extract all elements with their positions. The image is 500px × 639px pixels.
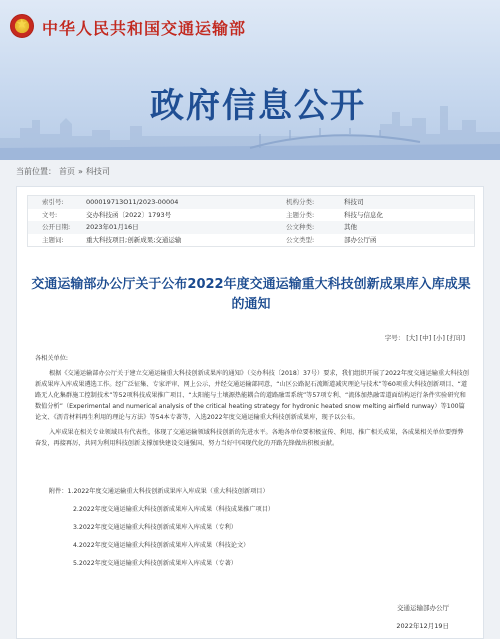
metadata-value: 2023年01月16日: [86, 223, 139, 231]
metadata-label: 文号:: [42, 210, 58, 219]
metadata-label: 主题分类:: [286, 210, 315, 219]
metadata-row: [28, 209, 474, 222]
metadata-value: 其他: [344, 223, 357, 231]
metadata-row: [28, 221, 474, 234]
greeting: 各相关单位:: [35, 355, 69, 362]
breadcrumb-home-link[interactable]: 首页: [59, 167, 75, 176]
sign-date: 2022年12月19日: [396, 622, 449, 630]
attachment-link[interactable]: 4.2022年度交通运输重大科技创新成果库入库成果（科技论文）: [73, 542, 250, 549]
print-button[interactable]: [打印]: [446, 334, 465, 342]
metadata-value: 重大科技项目;创新成果;交通运输: [86, 235, 182, 244]
metadata-label: 机构分类:: [286, 198, 315, 206]
metadata-value: 交办科技函〔2022〕1793号: [86, 210, 172, 219]
signature-block: [396, 602, 449, 638]
breadcrumb: [16, 166, 113, 177]
metadata-value: 科技与信息化: [344, 210, 383, 219]
metadata-label: 公文类型:: [286, 235, 315, 244]
metadata-label: 公文种类:: [286, 223, 315, 231]
metadata-table: [27, 195, 475, 247]
signer: 交通运输部办公厅: [397, 604, 449, 612]
font-size-controls: [383, 333, 465, 342]
site-name[interactable]: 中华人民共和国交通运输部: [42, 19, 247, 38]
attachment-link[interactable]: 3.2022年度交通运输重大科技创新成果库入库成果（专利）: [73, 524, 237, 531]
document-body: [35, 353, 469, 453]
attachment-link[interactable]: 附件：1.2022年度交通运输重大科技创新成果库入库成果（重大科技创新项目）: [49, 488, 269, 495]
metadata-label: 主题词:: [42, 235, 64, 244]
metadata-label: 索引号:: [42, 198, 64, 206]
site-header: [0, 0, 500, 160]
attachment-link[interactable]: 5.2022年度交通运输重大科技创新成果库入库成果（专著）: [73, 560, 237, 567]
attachment-list: [49, 483, 469, 573]
metadata-row: [28, 196, 474, 209]
metadata-value: 000019713O11/2023-00004: [86, 198, 179, 206]
attachment-link[interactable]: 2.2022年度交通运输重大科技创新成果库入库成果（科技成果推广项目）: [73, 506, 275, 513]
national-emblem-icon: [10, 14, 34, 38]
metadata-value: 部办公厅函: [344, 235, 377, 244]
font-large-button[interactable]: [大]: [406, 334, 418, 342]
metadata-label: 公开日期:: [42, 223, 71, 231]
metadata-value: 科技司: [344, 198, 364, 206]
breadcrumb-prefix: 当前位置：: [16, 167, 56, 176]
document-title: 交通运输部办公厅关于公布2022年度交通运输重大科技创新成果库入库成果的通知: [31, 277, 471, 312]
metadata-row: [28, 234, 474, 247]
breadcrumb-section-link[interactable]: 科技司: [85, 167, 110, 176]
font-medium-button[interactable]: [中]: [419, 334, 432, 342]
font-size-label: 字号：: [384, 334, 405, 342]
body-paragraph: 入库成果在相关专业领域具有代表性，体现了交通运输领域科技创新的先进水平。各地各单位要积极宣传、利用、推广相关成果，各成果相关单位要弹弊奋发，再接再厉，共同为利用科技创新支撑加快建设交通强国、努力当好中国现代化的开路先锋做出积极贡献。: [35, 429, 464, 447]
banner-title: 政府信息公开: [150, 86, 366, 126]
document-card: [16, 186, 484, 639]
breadcrumb-separator: »: [78, 167, 83, 176]
body-paragraph: 根据《交通运输部办公厅关于建立交通运输重大科技创新成果库的通知》（交办科技〔2018〕37号）要求，我们组织开展了2022年度交通运输重大科技创新成果库入库成果遴选工作。经广泛征集、专家评审、网上公示，并经交通运输部同意，“山区公路泥石流断道减灾理论与技术”等60项重大科技创新项目、“道路无人化集群施工控制技术”等52项科技成果推广项目、“太阳能与土壤源热能耦合的道路融雪系统”等57项专利、“流体加热融雪道面结构运行条件实验研究和数值分析”（Experimental and numerical analysis of the critical heating strategy for hydronic heated snow melting airfield runway）等100篇论文、《沥青材料再生利用的理论与方法》等54本专著等，入选2022年度交通运输重大科技创新成果库，现予以公布。: [35, 370, 469, 421]
font-small-button[interactable]: [小]: [433, 334, 445, 342]
